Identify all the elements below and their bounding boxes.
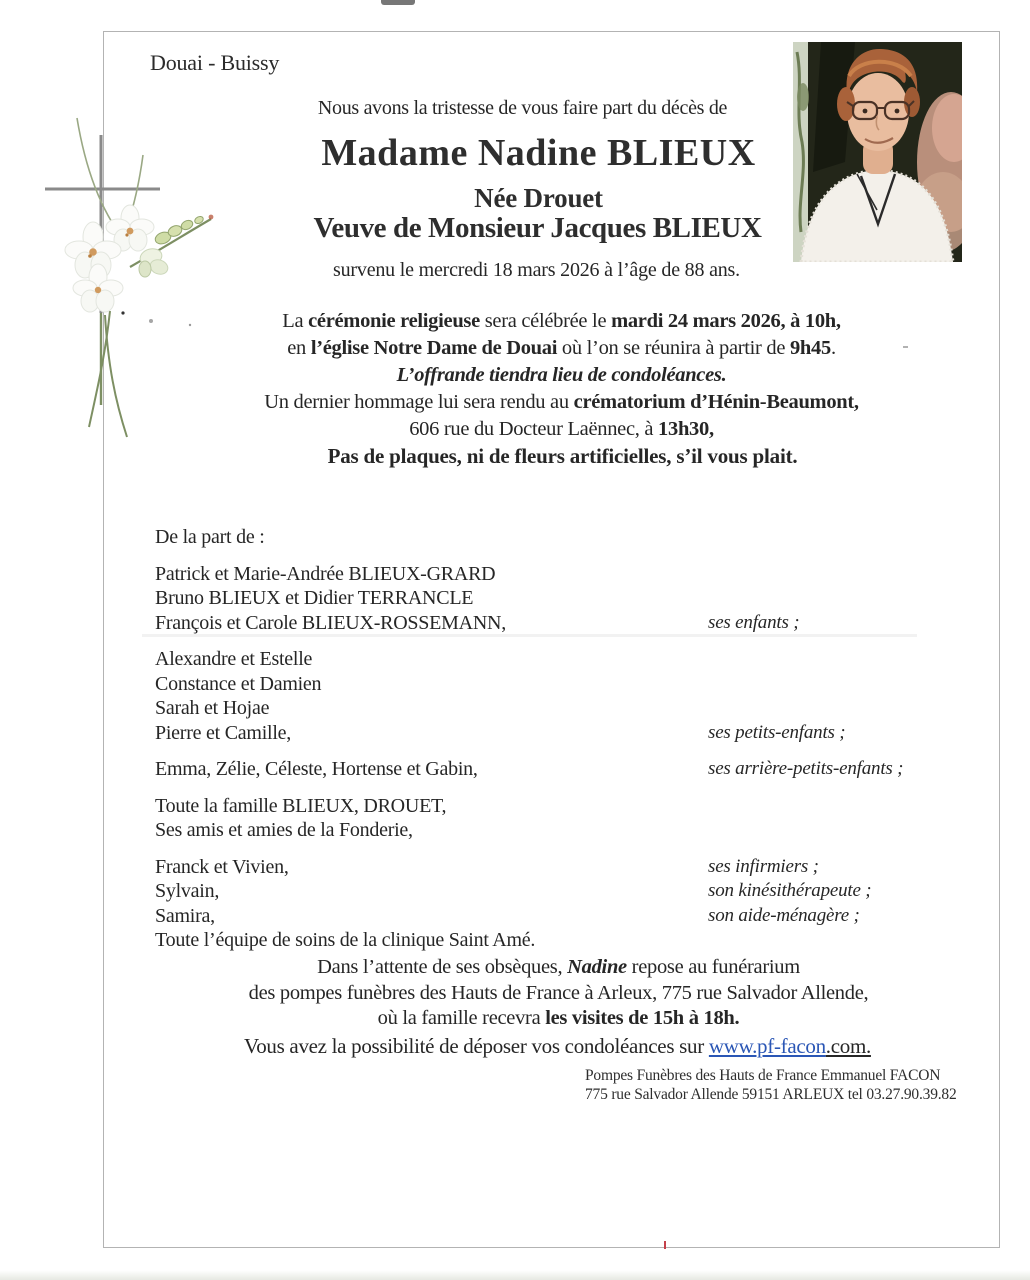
scan-speck (903, 346, 908, 348)
family-names: François et Carole BLIEUX-ROSSEMANN, (155, 611, 506, 634)
text-line (113, 362, 1010, 389)
text-line (110, 955, 1007, 981)
text-segment: Nadine (567, 956, 627, 978)
family-names: Franck et Vivien, (155, 855, 289, 878)
family-group (155, 562, 935, 636)
text-segment: Vous avez la possibilité de déposer vos condoléances sur (244, 1034, 709, 1058)
family-row (155, 586, 935, 611)
scan-artifact-top (381, 0, 415, 5)
text-segment: mardi 24 mars 2026, à 10h, (611, 310, 841, 332)
funeral-home-name: Pompes Funèbres des Hauts de France Emmanuel FACON (585, 1067, 941, 1084)
relationship-label: son aide-ménagère ; (708, 904, 860, 926)
family-groups (155, 562, 935, 953)
text-segment: . (830, 337, 836, 359)
text-line (113, 416, 1010, 443)
condolences-link-line (109, 1034, 1006, 1059)
text-segment: 13h30, (658, 418, 714, 440)
text-segment: L’offrande tiendra lieu de condoléances. (396, 364, 727, 386)
text-segment: sera célébrée le (479, 310, 612, 332)
intro-line: Nous avons la tristesse de vous faire part du décès de (317, 97, 728, 119)
family-section (155, 525, 935, 965)
closing-details (110, 955, 1007, 1032)
relationship-label: ses infirmiers ; (708, 855, 819, 877)
no-flowers-request: Pas de plaques, ni de fleurs artificielles, s’il vous plait. (327, 444, 798, 468)
text-segment: 9h45 (789, 337, 831, 359)
family-row (155, 611, 935, 636)
text-segment: Dans l’attente de ses obsèques, (317, 956, 568, 978)
location-heading: Douai - Buissy (150, 50, 280, 75)
text-line (113, 389, 1010, 416)
funeral-home-footer (585, 1066, 957, 1104)
family-row (155, 879, 935, 904)
family-names: Bruno BLIEUX et Didier TERRANCLE (155, 587, 474, 609)
funeral-home-address: 775 rue Salvador Allende 59151 ARLEUX tel 03.27.90.39.82 (585, 1086, 957, 1103)
family-names: Alexandre et Estelle (155, 648, 313, 670)
scan-edge-strip (0, 1270, 1030, 1280)
family-names: Patrick et Marie-Andrée BLIEUX-GRARD (155, 562, 496, 585)
family-row (155, 647, 935, 672)
family-row (155, 904, 935, 929)
family-row (155, 672, 935, 697)
death-date-line: survenu le mercredi 18 mars 2026 à l’âge de 88 ans. (333, 259, 740, 281)
family-row (155, 855, 935, 880)
family-heading: De la part de : (155, 526, 265, 548)
text-line (113, 308, 1010, 335)
cross-and-orchids-decoration (35, 85, 225, 455)
text-line (110, 1006, 1007, 1032)
family-names: Toute l’équipe de soins de la clinique Saint Amé. (155, 929, 536, 951)
text-segment: l’église Notre Dame de Douai (310, 337, 558, 359)
relationship-label: ses enfants ; (708, 611, 800, 633)
relationship-label: ses arrière-petits-enfants ; (708, 758, 904, 779)
scan-speck (149, 319, 153, 323)
family-names: Constance et Damien (155, 672, 322, 695)
text-segment: des pompes funèbres des Hauts de France à Arleux, 775 rue Salvador Allende, (248, 981, 869, 1004)
family-row (155, 562, 935, 587)
scan-red-tick (664, 1241, 666, 1249)
family-names: Emma, Zélie, Céleste, Hortense et Gabin, (155, 758, 478, 780)
text-segment: les visites de 15h à 18h. (545, 1007, 740, 1029)
family-row (155, 794, 935, 819)
text-segment: crématorium d’Hénin-Beaumont, (573, 391, 859, 413)
family-names: Toute la famille BLIEUX, DROUET, (155, 794, 447, 817)
text-line (110, 981, 1007, 1007)
text-segment: Un dernier hommage lui sera rendu au (264, 391, 574, 413)
scan-artifact-line (142, 634, 917, 637)
text-segment: .com. (825, 1034, 871, 1058)
text-segment: où l’on se réunira à partir de (557, 337, 790, 359)
family-row (155, 928, 935, 953)
family-group (155, 794, 935, 843)
family-names: Samira, (155, 904, 215, 927)
relationship-label: son kinésithérapeute ; (708, 880, 872, 901)
family-group (155, 647, 935, 745)
family-row (155, 818, 935, 843)
relationship-label: ses petits-enfants ; (708, 721, 846, 743)
family-row (155, 757, 935, 782)
family-group (155, 757, 935, 782)
family-group (155, 855, 935, 953)
family-names: Sarah et Hojae (155, 697, 270, 719)
family-row (155, 696, 935, 721)
condolences-website-link[interactable]: www.pf-facon (708, 1034, 826, 1058)
text-segment: repose au funérarium (626, 956, 800, 978)
text-segment: 606 rue du Docteur Laënnec, à (409, 418, 659, 440)
orchid-bud-greenish (138, 246, 170, 277)
family-names: Ses amis et amies de la Fonderie, (155, 819, 413, 841)
family-names: Sylvain, (155, 880, 220, 902)
deceased-name: Madame Nadine BLIEUX (321, 132, 756, 174)
family-row (155, 721, 935, 746)
ceremony-details (113, 308, 1010, 443)
text-segment: La (282, 310, 309, 332)
maiden-name: Née Drouet (474, 183, 603, 213)
text-segment: où la famille recevra (377, 1007, 546, 1029)
text-segment: cérémonie religieuse (308, 310, 480, 332)
family-names: Pierre et Camille, (155, 721, 292, 744)
text-line (113, 335, 1010, 362)
text-segment: en (287, 337, 311, 359)
widow-of-line: Veuve de Monsieur Jacques BLIEUX (313, 212, 762, 244)
